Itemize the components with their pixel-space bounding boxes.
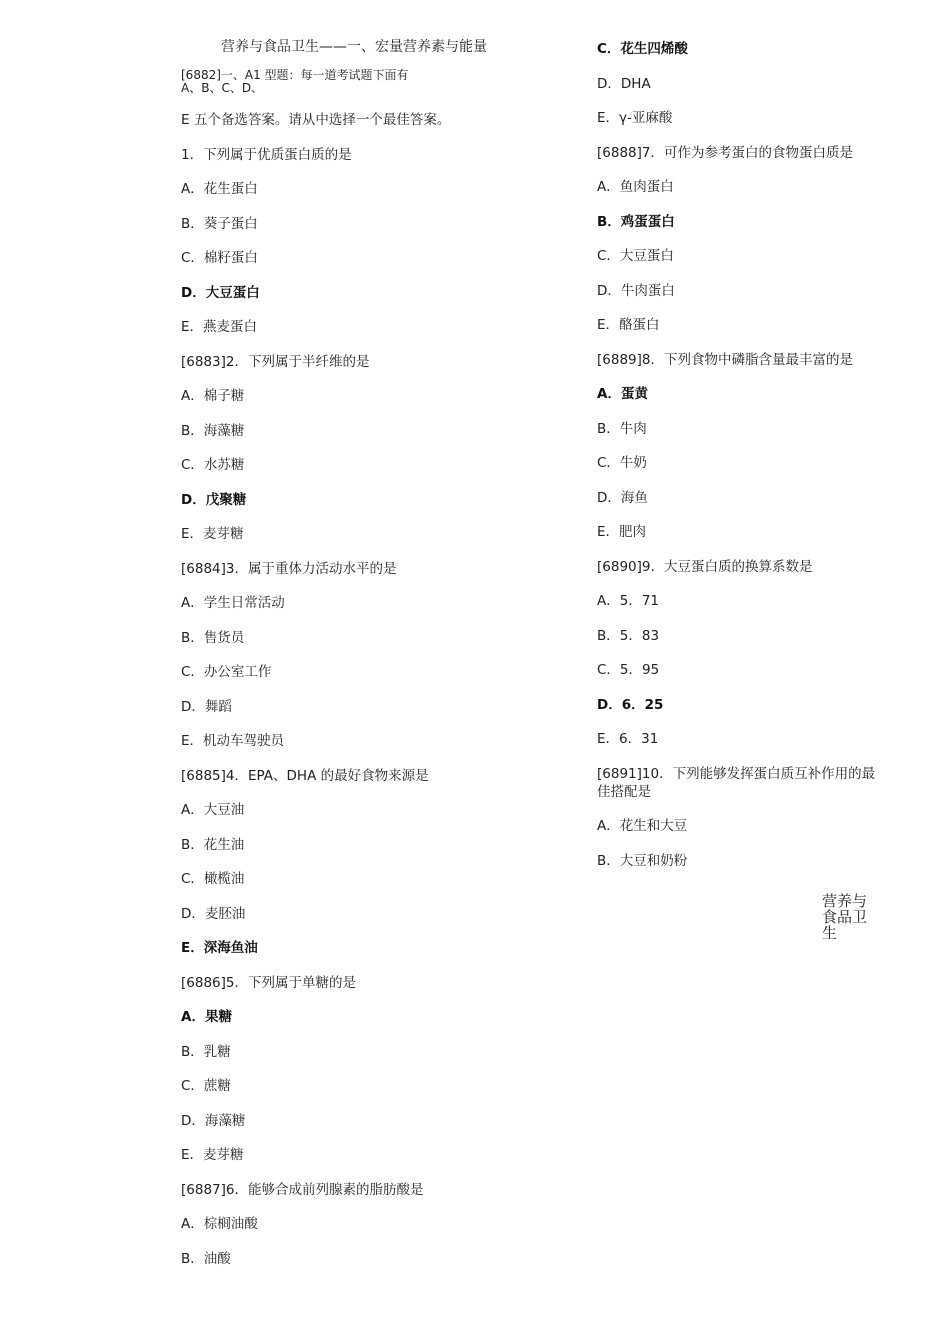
page-title: 营养与食品卫生——一、宏量营养素与能量 — [221, 39, 487, 55]
answer-option-correct: B．鸡蛋蛋白 — [597, 213, 675, 230]
answer-option: B．乳糖 — [181, 1043, 231, 1060]
answer-option: B．售货员 — [181, 629, 245, 646]
answer-option: B．5．83 — [597, 627, 660, 644]
question-stem: 1．下列属于优质蛋白质的是 — [181, 146, 352, 163]
right-question-list — [597, 40, 887, 870]
answer-option: E．麦芽糖 — [181, 526, 244, 542]
answer-option-correct: D．戊聚糖 — [181, 491, 247, 508]
answer-option: C．大豆蛋白 — [597, 248, 674, 264]
question-stem: [6885]4．EPA、DHA 的最好食物来源是 — [181, 767, 429, 784]
answer-option: E．机动车驾驶员 — [181, 733, 285, 749]
answer-option: A．学生日常活动 — [181, 595, 285, 611]
answer-option: E．γ-亚麻酸 — [597, 110, 673, 126]
answer-option: A．棕榈油酸 — [181, 1216, 258, 1232]
answer-option-correct: C．花生四烯酸 — [597, 41, 688, 57]
instructions-intro — [181, 69, 561, 95]
answer-option-correct: D．6．25 — [597, 696, 664, 713]
answer-option: B．葵子蛋白 — [181, 215, 258, 232]
answer-option: D．牛肉蛋白 — [597, 282, 675, 299]
answer-option: B．海藻糖 — [181, 422, 245, 439]
answer-option: A．花生和大豆 — [597, 818, 688, 834]
answer-option-correct: E．深海鱼油 — [181, 940, 258, 956]
question-stem: [6886]5．下列属于单糖的是 — [181, 974, 356, 991]
answer-option: A．5．71 — [597, 593, 660, 609]
section-side-label: 营养与食品卫生 — [822, 892, 868, 942]
right-column — [597, 40, 887, 886]
answer-option: B．牛肉 — [597, 420, 647, 437]
answer-option: C．棉籽蛋白 — [181, 250, 258, 266]
question-stem: [6889]8．下列食物中磷脂含量最丰富的是 — [597, 351, 853, 368]
answer-option: C．5．95 — [597, 662, 660, 678]
intro-line: [6882]一、A1 型题：每一道考试题下面有 — [181, 68, 409, 82]
answer-option: D．海藻糖 — [181, 1112, 246, 1129]
left-question-list — [181, 146, 561, 1268]
instructions-text: E 五个备选答案。请从中选择一个最佳答案。 — [181, 112, 451, 128]
answer-option-correct: A．果糖 — [181, 1009, 232, 1025]
answer-option: E．燕麦蛋白 — [181, 319, 258, 335]
answer-option: C．牛奶 — [597, 455, 647, 471]
answer-option: C．办公室工作 — [181, 664, 272, 680]
answer-option: B．油酸 — [181, 1250, 231, 1267]
question-stem: [6891]10．下列能够发挥蛋白质互补作用的最佳搭配是 — [597, 765, 876, 800]
answer-option: E．肥肉 — [597, 524, 647, 540]
question-stem: [6887]6．能够合成前列腺素的脂肪酸是 — [181, 1181, 424, 1198]
answer-option: D．海鱼 — [597, 489, 648, 506]
question-stem: [6890]9．大豆蛋白质的换算系数是 — [597, 558, 813, 575]
answer-option: B．大豆和奶粉 — [597, 852, 688, 869]
left-column — [181, 40, 561, 1284]
answer-option: E．6．31 — [597, 731, 659, 747]
answer-option: E．酪蛋白 — [597, 317, 660, 333]
intro-line: A、B、C、D、 — [181, 81, 264, 95]
answer-option: A．花生蛋白 — [181, 181, 258, 197]
answer-option: D．舞蹈 — [181, 698, 232, 715]
answer-option: A．大豆油 — [181, 802, 245, 818]
answer-option: C．蔗糖 — [181, 1078, 231, 1094]
question-stem: [6883]2．下列属于半纤维的是 — [181, 353, 370, 370]
answer-option: D．麦胚油 — [181, 905, 246, 922]
answer-option: E．麦芽糖 — [181, 1147, 244, 1163]
question-stem: [6884]3．属于重体力活动水平的是 — [181, 560, 397, 577]
answer-option: C．橄榄油 — [181, 871, 245, 887]
answer-option: A．棉子糖 — [181, 388, 245, 404]
answer-option-correct: D．大豆蛋白 — [181, 284, 260, 301]
answer-option-correct: A．蛋黄 — [597, 386, 648, 402]
answer-option: D．DHA — [597, 75, 651, 92]
answer-option: A．鱼肉蛋白 — [597, 179, 674, 195]
answer-option: C．水苏糖 — [181, 457, 245, 473]
answer-option: B．花生油 — [181, 836, 245, 853]
question-stem: [6888]7．可作为参考蛋白的食物蛋白质是 — [597, 144, 853, 161]
